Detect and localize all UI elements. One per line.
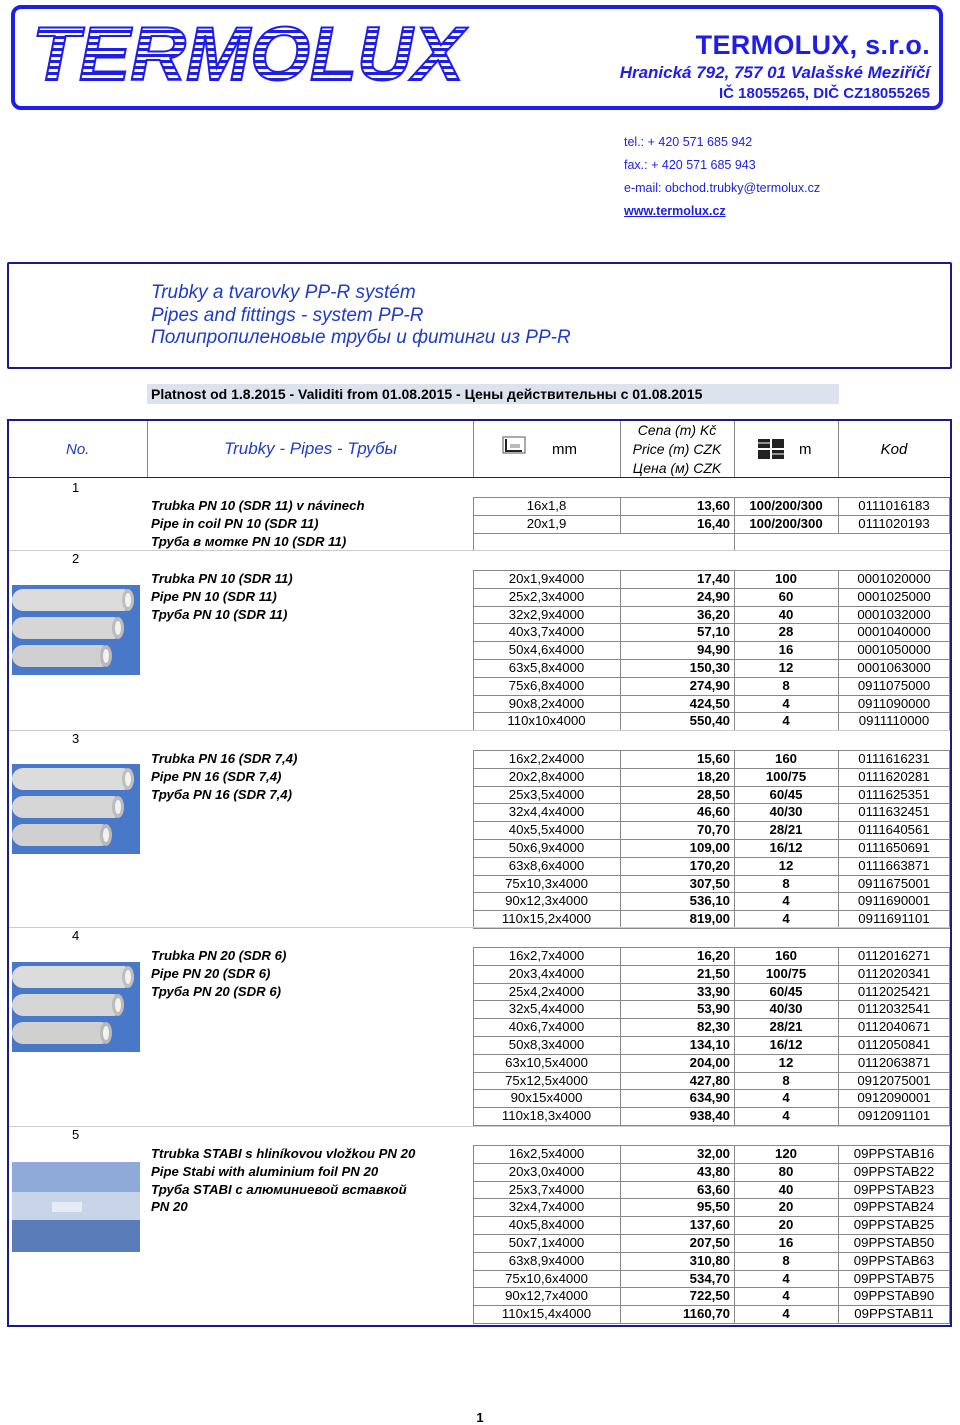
cell-code: 09PPSTAB11 [854,1306,934,1322]
cell-code: 0912090001 [857,1090,931,1106]
cell-price: 307,50 [689,875,730,891]
grey-pipes-image [12,764,140,854]
cell-pack-length: 4 [782,1090,790,1106]
cell-pack-length: 100/75 [765,965,807,981]
cell-code: 09PPSTAB22 [853,1163,935,1179]
header-price-cz: Cena (m) Kč [637,422,717,438]
cell-pack-length: 12 [778,857,794,873]
cell-price: 310,80 [689,1252,730,1268]
cell-dimension: 20x3,4x4000 [508,965,585,981]
cell-price: 24,90 [696,588,730,604]
cell-dimension: 75x6,8x4000 [508,677,585,693]
cell-dimension: 50x7,1x4000 [508,1235,585,1250]
cell-price: 63,60 [696,1181,730,1197]
cell-pack-length: 160 [774,948,797,963]
group-description-line: Trubka PN 10 (SDR 11) [151,571,293,586]
header-column-separator [734,421,735,477]
cell-dimension: 75x12,5x4000 [505,1072,588,1088]
cell-pack-length: 100/200/300 [749,515,823,531]
cell-dimension: 32x4,7x4000 [508,1199,585,1215]
cell-price: 36,20 [696,606,730,622]
cell-dimension: 90x12,7x4000 [505,1288,588,1304]
cell-price: 21,50 [696,965,730,981]
cell-dimension: 25x3,5x4000 [508,786,585,802]
header-price-en: Price (m) CZK [632,441,722,457]
group-separator [9,730,950,731]
cell-code: 0001040000 [857,624,931,640]
cell-code: 0911690001 [857,893,931,909]
cell-dimension: 25x3,7x4000 [508,1181,585,1197]
cell-pack-length: 4 [782,1270,790,1286]
grey-pipes-image [12,962,140,1052]
cell-code: 0112025421 [857,983,931,999]
cell-dimension: 50x6,9x4000 [508,840,585,855]
title-ru: Полипропиленовые трубы и фитинги из PP-R [151,327,571,348]
catalog-title [151,282,571,350]
cell-code: 09PPSTAB75 [853,1270,935,1286]
cell-dimension: 16x2,2x4000 [508,751,585,766]
cell-pack-length: 60/45 [769,786,803,802]
pipe-dimension-icon [502,436,526,454]
cell-dimension: 63x8,6x4000 [508,857,585,873]
cell-price: 32,00 [696,1146,730,1161]
cell-dimension: 16x2,5x4000 [508,1146,585,1161]
cell-pack-length: 4 [782,893,790,909]
cell-price: 16,40 [696,515,730,531]
cell-price: 109,00 [689,840,730,855]
cell-price: 150,30 [689,660,730,675]
cell-code: 0111663871 [858,857,930,873]
cell-code: 09PPSTAB23 [853,1181,935,1197]
cell-price: 15,60 [696,751,730,766]
contact-block [624,131,820,223]
cell-dimension: 75x10,3x4000 [505,875,588,891]
header-mm: mm [552,441,577,458]
group-separator [9,1126,950,1127]
cell-code: 0001025000 [857,588,931,604]
cell-pack-length: 100/75 [765,768,807,784]
cell-code: 0111620281 [858,768,930,784]
cell-pack-length: 40 [778,1181,794,1197]
cell-dimension: 90x12,3x4000 [505,893,588,909]
group-description-line: Труба PN 20 (SDR 6) [151,983,282,999]
cell-dimension: 110x10x4000 [507,713,586,729]
cell-code: 0111625351 [858,786,930,802]
group-separator [9,550,950,551]
cell-code: 0912091101 [857,1108,931,1124]
cell-dimension: 20x1,9 [526,515,567,531]
cell-dimension: 63x10,5x4000 [505,1054,588,1070]
cell-pack-length: 28/21 [769,822,803,838]
company-name: TERMOLUX, s.r.o. [695,30,930,60]
cell-code: 0112020341 [857,965,931,981]
cell-price: 17,40 [696,571,730,586]
cell-dimension: 25x2,3x4000 [508,588,585,604]
company-info [620,30,930,102]
header-price-ru: Цена (м) CZK [632,460,722,476]
cell-pack-length: 12 [778,660,794,675]
cell-dimension: 63x8,9x4000 [508,1252,585,1268]
cell-code: 0001063000 [857,660,931,675]
cell-code: 0111020193 [858,515,930,531]
cell-price: 70,70 [696,822,730,838]
cell-pack-length: 40 [778,606,794,622]
cell-price: 137,60 [689,1217,730,1233]
contact-tel: tel.: + 420 571 685 942 [624,135,753,149]
cell-code: 0111640561 [858,822,930,838]
cell-price: 819,00 [689,911,730,927]
cell-code: 0911075000 [857,677,931,693]
cell-dimension: 25x4,2x4000 [508,983,585,999]
group-description-line: Pipe PN 10 (SDR 11) [151,588,277,604]
cell-code: 0111016183 [858,498,930,513]
stabi-pipe-image [12,1162,140,1252]
cell-price: 33,90 [696,983,730,999]
cell-pack-length: 4 [782,1306,790,1322]
cell-code: 09PPSTAB50 [853,1235,935,1250]
termolux-logo [30,18,470,88]
cell-code: 0911090000 [857,695,931,711]
cell-price: 18,20 [696,768,730,784]
package-icon [758,439,784,459]
cell-code: 0911110000 [858,713,930,729]
cell-pack-length: 120 [774,1146,797,1161]
cell-pack-length: 20 [778,1199,794,1215]
cell-price: 28,50 [696,786,730,802]
cell-price: 53,90 [696,1001,730,1017]
cell-code: 0112032541 [857,1001,931,1017]
svg-text:TERMOLUX: TERMOLUX [32,18,469,88]
header-product: Trubky - Pipes - Трубы [223,439,398,458]
cell-price: 134,10 [689,1037,730,1052]
cell-pack-length: 16 [778,1235,794,1250]
cell-price: 57,10 [696,624,730,640]
cell-price: 424,50 [689,695,730,711]
cell-price: 16,20 [696,948,730,963]
empty-cell [473,533,735,552]
cell-price: 170,20 [689,857,730,873]
group-description-line: Труба PN 10 (SDR 11) [151,606,288,622]
cell-pack-length: 60 [778,588,794,604]
cell-pack-length: 8 [782,875,790,891]
cell-dimension: 90x8,2x4000 [508,695,585,711]
cell-pack-length: 160 [774,751,797,766]
cell-code: 0912075001 [857,1072,931,1088]
cell-price: 1160,70 [683,1306,730,1322]
group-description-line: Труба PN 16 (SDR 7,4) [151,786,293,802]
cell-pack-length: 20 [778,1217,794,1233]
group-description-line: Труба STABI с алюминиевой вставкой [151,1181,407,1197]
cell-code: 0112063871 [857,1054,931,1070]
group-number: 3 [72,731,80,746]
cell-code: 09PPSTAB25 [853,1217,935,1233]
cell-pack-length: 8 [782,1072,790,1088]
company-address: Hranická 792, 757 01 Valašské Meziříčí [619,63,930,82]
grey-pipes-image [12,585,140,675]
cell-dimension: 20x1,9x4000 [508,571,585,586]
cell-price: 204,00 [689,1054,730,1070]
header-m: m [799,441,812,458]
cell-pack-length: 28/21 [769,1019,803,1035]
group-description-line: Pipe PN 16 (SDR 7,4) [151,768,282,784]
cell-dimension: 40x3,7x4000 [508,624,585,640]
cell-code: 0112016271 [857,948,931,963]
cell-pack-length: 4 [782,1108,790,1124]
cell-code: 09PPSTAB24 [853,1199,935,1215]
group-number: 4 [72,928,80,943]
cell-pack-length: 12 [778,1054,794,1070]
group-separator [9,927,950,928]
cell-dimension: 20x2,8x4000 [508,768,585,784]
cell-code: 0111632451 [858,804,930,820]
page-number: 1 [476,1410,484,1425]
cell-pack-length: 8 [782,677,790,693]
cell-pack-length: 80 [778,1163,794,1179]
cell-dimension: 16x2,7x4000 [508,948,585,963]
title-cz: Trubky a tvarovky PP-R systém [151,282,416,303]
cell-dimension: 110x15,4x4000 [501,1306,592,1322]
cell-price: 95,50 [696,1199,730,1215]
cell-code: 0111616231 [858,751,930,766]
cell-pack-length: 16/12 [769,840,803,855]
cell-code: 09PPSTAB16 [853,1146,935,1161]
cell-pack-length: 4 [782,695,790,711]
cell-pack-length: 4 [782,911,790,927]
cell-price: 634,90 [689,1090,730,1106]
cell-price: 82,30 [696,1019,730,1035]
cell-dimension: 40x5,5x4000 [508,822,585,838]
cell-pack-length: 100/200/300 [749,498,823,513]
cell-price: 43,80 [696,1163,730,1179]
cell-price: 536,10 [689,893,730,909]
cell-pack-length: 8 [782,1252,790,1268]
cell-price: 274,90 [689,677,730,693]
cell-price: 46,60 [696,804,730,820]
cell-dimension: 50x8,3x4000 [508,1037,585,1052]
cell-dimension: 20x3,0x4000 [508,1163,585,1179]
group-description-line: Pipe in coil PN 10 (SDR 11) [151,515,319,531]
group-description-line: Pipe PN 20 (SDR 6) [151,965,271,981]
cell-dimension: 16x1,8 [526,498,567,513]
cell-price: 207,50 [689,1235,730,1250]
cell-code: 0001050000 [857,642,931,658]
title-en: Pipes and fittings - system PP-R [151,304,424,326]
cell-code: 0001020000 [857,571,931,586]
cell-price: 722,50 [689,1288,730,1304]
cell-dimension: 110x15,2x4000 [501,911,592,927]
group-description-line: PN 20 [151,1199,188,1215]
cell-dimension: 40x6,7x4000 [508,1019,585,1035]
cell-dimension: 32x4,4x4000 [508,804,585,820]
cell-code: 0911691101 [858,911,930,927]
cell-price: 550,40 [689,713,730,729]
cell-dimension: 63x5,8x4000 [508,660,585,675]
cell-code: 0111650691 [858,840,930,855]
cell-code: 0112040671 [857,1019,931,1035]
cell-dimension: 32x2,9x4000 [508,606,585,622]
cell-dimension: 50x4,6x4000 [508,642,585,658]
header-column-separator [473,421,474,477]
cell-dimension: 110x18,3x4000 [501,1108,592,1124]
group-number: 2 [72,551,80,566]
cell-pack-length: 4 [782,713,790,729]
cell-dimension: 32x5,4x4000 [508,1001,585,1017]
header-no: No. [66,441,90,458]
cell-pack-length: 100 [774,571,797,586]
cell-dimension: 75x10,6x4000 [505,1270,588,1286]
cell-code: 0911675001 [857,875,931,891]
group-description-line: Труба в мотке PN 10 (SDR 11) [151,533,347,549]
cell-dimension: 90x15x4000 [510,1090,583,1106]
cell-code: 0112050841 [857,1037,931,1052]
cell-price: 94,90 [696,642,730,658]
cell-price: 938,40 [689,1108,730,1124]
group-description-line: Trubka PN 20 (SDR 6) [151,948,287,963]
cell-price: 427,80 [689,1072,730,1088]
company-ids: IČ 18055265, DIČ CZ18055265 [719,85,930,102]
header-code: Kod [880,441,908,458]
cell-code: 0001032000 [857,606,931,622]
cell-price: 534,70 [689,1270,730,1286]
contact-fax: fax.: + 420 571 685 943 [624,158,756,172]
contact-email[interactable]: e-mail: obchod.trubky@termolux.cz [624,181,821,195]
cell-pack-length: 28 [778,624,794,640]
group-number: 1 [72,480,80,495]
cell-code: 09PPSTAB90 [853,1288,935,1304]
cell-pack-length: 4 [782,1288,790,1304]
cell-dimension: 40x5,8x4000 [508,1217,585,1233]
contact-web-link[interactable]: www.termolux.cz [624,204,726,218]
cell-pack-length: 40/30 [769,1001,803,1017]
group-description-line: Trubka PN 16 (SDR 7,4) [151,751,298,766]
group-description-line: Ttrubka STABI s hliníkovou vložkou PN 20 [151,1146,416,1161]
cell-pack-length: 40/30 [769,804,803,820]
header-bottom-line [9,477,950,478]
cell-price: 13,60 [696,498,730,513]
group-description-line: Trubka PN 10 (SDR 11) v návinech [151,498,365,513]
validity-banner: Platnost od 1.8.2015 - Validiti from 01.08.2015 - Цены действительны с 01.08.2015 [147,384,839,404]
group-description-line: Pipe Stabi with aluminium foil PN 20 [151,1163,379,1179]
cell-pack-length: 60/45 [769,983,803,999]
cell-pack-length: 16 [778,642,794,658]
group-number: 5 [72,1127,80,1142]
cell-code: 09PPSTAB63 [853,1252,935,1268]
cell-pack-length: 16/12 [769,1037,803,1052]
